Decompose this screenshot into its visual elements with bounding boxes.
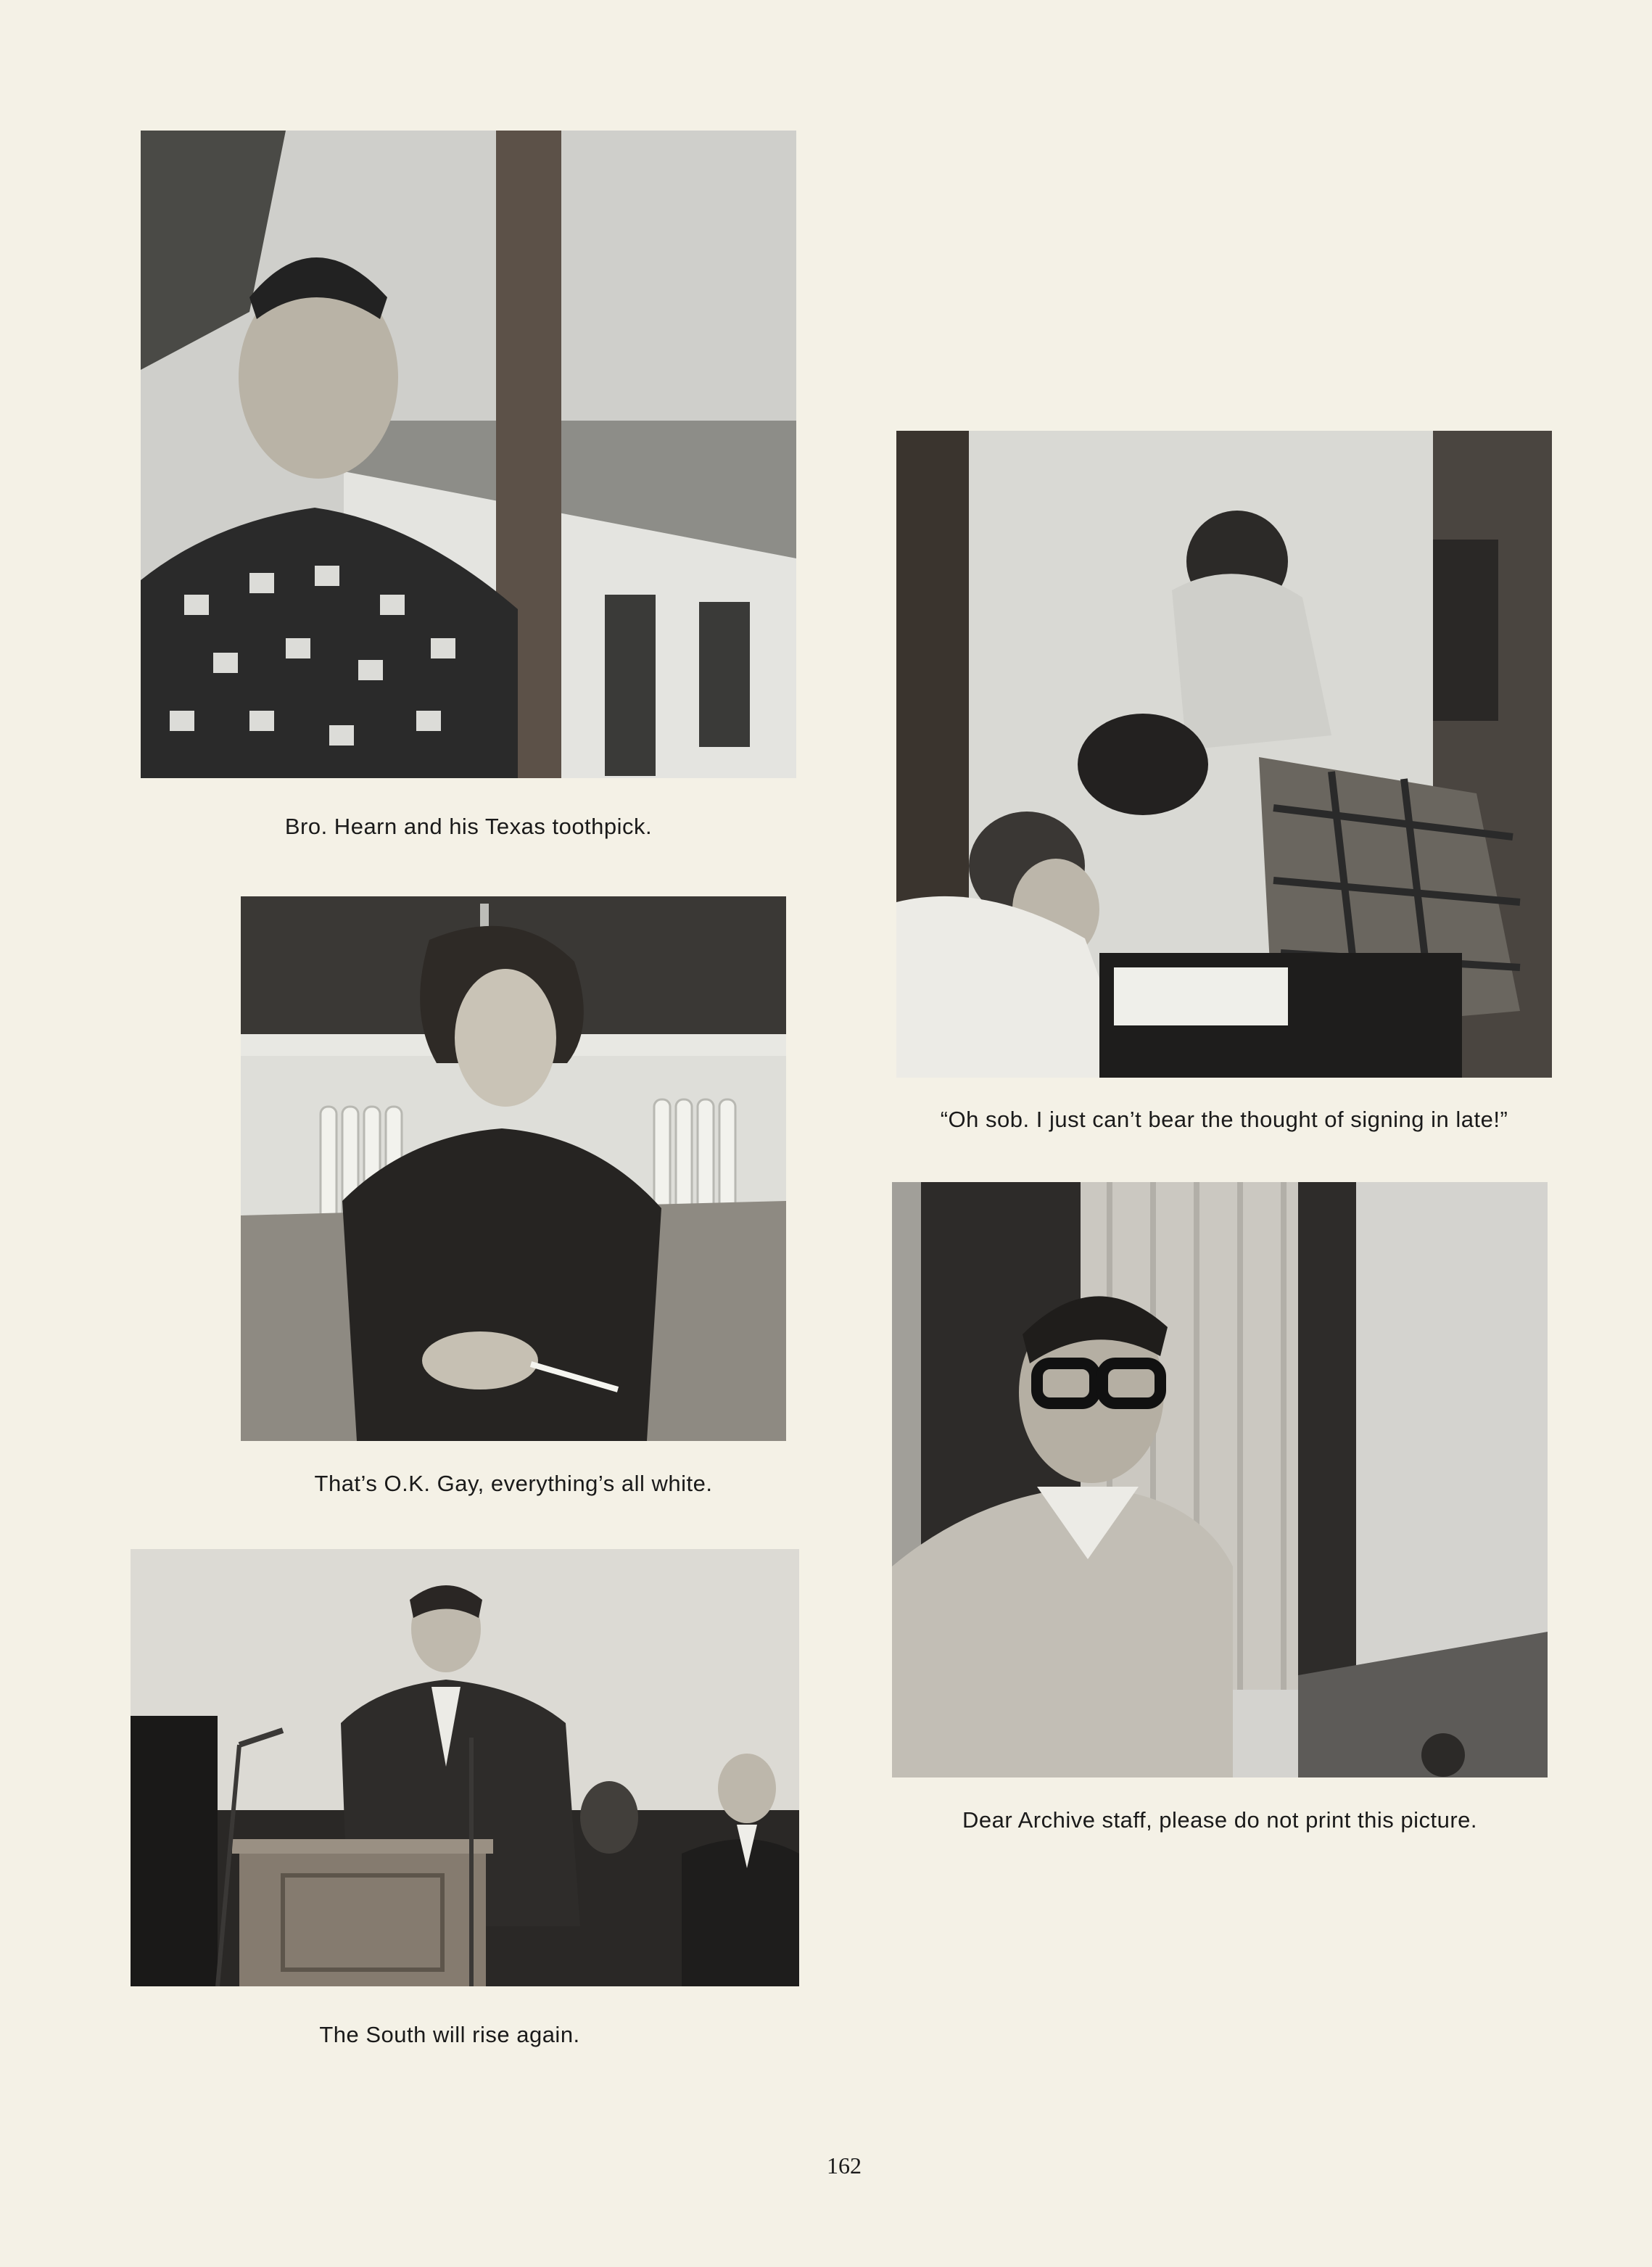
photo-typewriter xyxy=(892,1182,1548,1777)
photo-typewriter-image xyxy=(892,1182,1548,1777)
caption-south: The South will rise again. xyxy=(319,2022,580,2047)
page-number: 162 xyxy=(827,2152,862,2179)
photo-signing-in xyxy=(896,431,1552,1078)
photo-south-image xyxy=(131,1549,799,1986)
caption-hearn: Bro. Hearn and his Texas toothpick. xyxy=(284,814,653,839)
photo-signing-in-image xyxy=(896,431,1552,1078)
photo-south xyxy=(131,1549,799,1986)
photo-hearn xyxy=(141,131,796,778)
photo-hearn-image xyxy=(141,131,796,778)
caption-signing-in: “Oh sob. I just can’t bear the thought of signing in late!” xyxy=(940,1107,1508,1132)
caption-typewriter: Dear Archive staff, please do not print this picture. xyxy=(962,1807,1477,1833)
caption-gay: That’s O.K. Gay, everything’s all white. xyxy=(314,1471,713,1496)
photo-gay xyxy=(241,896,786,1441)
photo-gay-image xyxy=(241,896,786,1441)
